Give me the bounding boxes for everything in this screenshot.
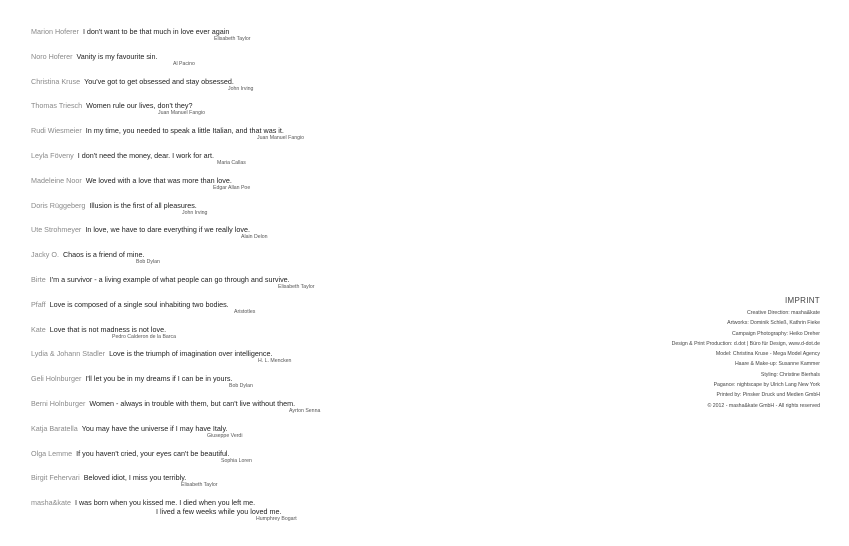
quote-author: Aristotles — [234, 308, 256, 315]
contributor-name: Birte — [31, 274, 46, 284]
quote-entry — [31, 126, 551, 151]
quote-entry — [31, 349, 551, 374]
quote-author: Elisabeth Taylor — [214, 36, 251, 42]
contributor-name: Leyla Föveny — [31, 150, 74, 160]
quote-text: I'm a survivor - a living example of what people can go through and survive. — [49, 274, 290, 284]
quote-author: Elisabeth Taylor — [181, 482, 218, 489]
contributor-name: Marion Hoferer — [31, 27, 79, 36]
quote-author: Bob Dylan — [229, 383, 253, 390]
quote-text: I'll let you be in my dreams if I can be in yours. — [85, 374, 233, 384]
imprint-line: Design & Print Production: d.dot | Büro für Design, www.d-dot.de — [671, 340, 820, 347]
quote-entry — [31, 449, 551, 474]
contributor-name: Madeleine Noor — [31, 175, 82, 185]
contributor-name: Doris Rüggeberg — [31, 200, 86, 210]
contributor-name: Lydia & Johann Stadler — [31, 349, 106, 359]
quote-text: You may have the universe if I may have Italy. — [81, 423, 228, 433]
contributor-name: Geli Holnburger — [31, 374, 82, 384]
contributor-name: Jacky O. — [31, 250, 59, 260]
quote-entry — [31, 399, 551, 424]
contributor-name: Pfaff — [31, 299, 46, 309]
imprint-line: © 2012 - masha&kate GmbH - All rights reserved — [707, 402, 820, 409]
contributor-name: Rudi Wiesmeier — [31, 126, 82, 136]
quote-author: Juan Manuel Fangio — [257, 135, 305, 142]
quote-author: John Irving — [228, 85, 254, 92]
contributor-name: Birgit Fehervari — [31, 473, 80, 483]
quote-text: I was born when you kissed me. I died when you left me. — [74, 498, 256, 508]
quote-author: Maria Callas — [217, 159, 246, 166]
quote-author: Elisabeth Taylor — [278, 283, 315, 290]
contributor-name: Katja Baratella — [31, 423, 78, 433]
quote-text: We loved with a love that was more than love. — [85, 175, 232, 185]
quote-text: In love, we have to dare everything if we really love. — [85, 225, 250, 235]
quote-author: John Irving — [182, 209, 208, 216]
quote-author: Sophia Loren — [221, 457, 252, 464]
quote-entry — [31, 151, 551, 176]
quote-entry — [31, 52, 551, 77]
imprint-line: Creative Direction: masha&kate — [747, 310, 820, 316]
quote-entry — [31, 176, 551, 201]
quote-author: Giuseppe Verdi — [207, 432, 243, 439]
quote-author: Ayrton Senna — [289, 407, 321, 414]
contributor-name: Berni Holnburger — [31, 398, 86, 408]
quote-entry — [31, 250, 551, 275]
contributor-name: Noro Hoferer — [31, 51, 73, 61]
quote-text: Women rule our lives, don't they? — [86, 101, 193, 111]
quote-entry — [31, 498, 551, 523]
imprint-line: Styling: Christine Bierhals — [760, 371, 820, 378]
quote-text-continued: I lived a few weeks while you loved me. — [156, 507, 282, 517]
quote-entry — [31, 424, 551, 449]
quote-author: Edgar Allan Poe — [213, 184, 251, 191]
imprint-line: Artworks: Dominik Schleß, Kathrin Fieke — [727, 320, 820, 327]
quote-text: You've got to get obsessed and stay obsessed. — [84, 76, 234, 86]
contributor-name: Ute Strohmeyer — [31, 225, 82, 235]
imprint-title: IMPRINT — [785, 296, 820, 305]
imprint-line: Printed by: Pinsker Druck und Medien GmbH — [716, 392, 820, 399]
quote-entry — [31, 325, 551, 350]
imprint-line: Campaign Photography: Heiko Dreher — [732, 330, 820, 337]
quote-text: Love is composed of a single soul inhabiting two bodies. — [49, 299, 229, 309]
quote-text: Love that is not madness is not love. — [49, 324, 167, 334]
quote-text: I don't need the money, dear. I work for art. — [77, 150, 215, 160]
quote-author: H. L. Mencken — [258, 358, 292, 365]
contributor-name: Christina Kruse — [31, 76, 81, 86]
quote-text: Vanity is my favourite sin. — [76, 51, 158, 61]
quote-author: Humphrey Bogart — [256, 516, 297, 523]
quote-entry — [31, 225, 551, 250]
quote-text: Beloved idiot, I miss you terribly. — [83, 473, 187, 483]
quote-text: Illusion is the first of all pleasures. — [89, 200, 197, 210]
contributor-name: Olga Lemme — [31, 448, 73, 458]
contributor-name: Kate — [31, 324, 46, 334]
quote-author: Pedro Calderon de la Barca — [112, 333, 177, 340]
quote-author: Alain Delon — [241, 234, 268, 241]
quote-entry — [31, 374, 551, 399]
quote-text: Chaos is a friend of mine. — [62, 250, 145, 260]
quote-text: If you haven't cried, your eyes can't be beautiful. — [76, 448, 230, 458]
quote-text: Love is the triumph of imagination over intelligence. — [109, 349, 273, 359]
quote-text: Women - always in trouble with them, but can't live without them. — [89, 398, 296, 408]
imprint-line: Model: Christina Kruse - Mega Model Agency — [715, 351, 820, 358]
quote-entry — [31, 275, 551, 300]
contributor-name: Thomas Triesch — [31, 101, 83, 111]
quote-entry — [31, 300, 551, 325]
quote-text: I don't want to be that much in love ever again — [82, 27, 230, 36]
quote-entry — [31, 201, 551, 226]
quotes-list — [31, 27, 551, 523]
quote-author: Al Pacino — [173, 60, 195, 67]
quote-entry — [31, 27, 551, 52]
quote-author: Juan Manuel Fangio — [158, 110, 206, 117]
quote-author: Bob Dylan — [136, 259, 160, 266]
quote-entry — [31, 473, 551, 498]
imprint-line: Haare & Make-up: Susanne Kammer — [734, 361, 820, 368]
quote-entry — [31, 101, 551, 126]
imprint-block — [520, 296, 820, 411]
contributor-name: masha&kate — [31, 498, 71, 508]
quote-entry — [31, 77, 551, 102]
quote-text: In my time, you needed to speak a little Italian, and that was it. — [85, 126, 284, 136]
imprint-line: Pagance: nightscape by Ulrich Lang New York — [713, 382, 820, 389]
